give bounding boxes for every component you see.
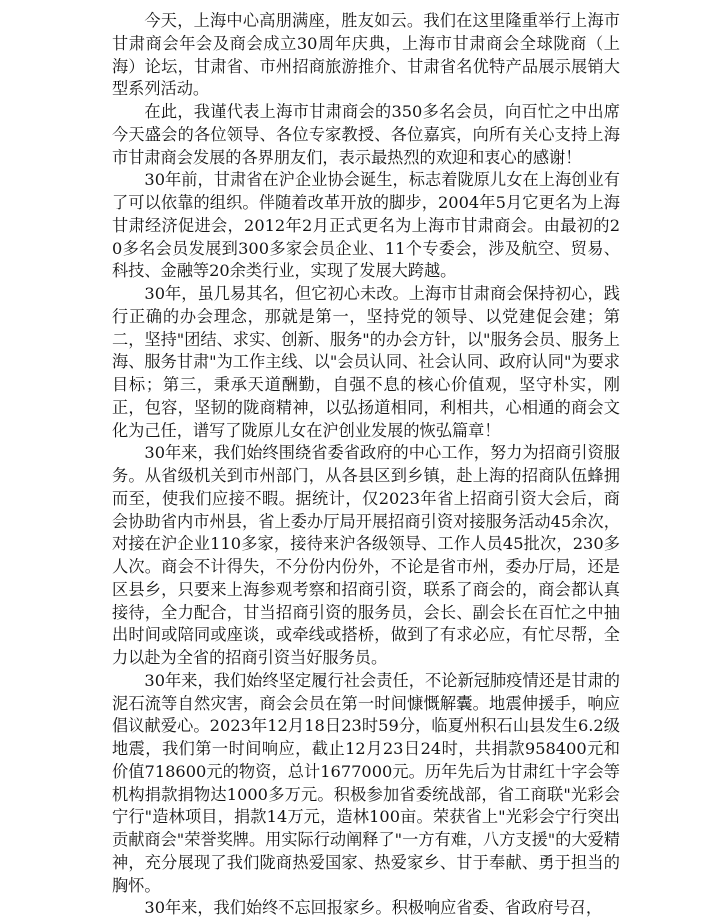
paragraph-history: 30年前，甘肃省在沪企业协会诞生，标志着陇原儿女在上海创业有了可以依靠的组织。伴随着改革开放的脚步，2004年5月它更名为上海甘肃经济促进会，2012年2月正式更名为上海市甘肃商会。由最初的20多名会员发展到300多家会员企业、11个专委会，涉及航空、贸易、科技、金融等20余类行业，实现了发展大跨越。: [112, 170, 620, 281]
paragraph-social-responsibility: 30年来，我们始终坚定履行社会责任，不论新冠肺疫情还是甘肃的泥石流等自然灾害，商会会员在第一时间慷慨解囊。地震伸援手，响应倡议献爱心。2023年12月18日23时59分，临夏州积石山县发生6.2级地震，我们第一时间响应，截止12月23日24时，共捐款958400元和价值718600元的物资，总计1677000元。历年先后为甘肃红十字会等机构捐款捐物达1000多万元。积极参加省委统战部，省工商联"光彩会宁行"造林项目，捐款14万元，造林100亩。荣获省上"光彩会宁行突出贡献商会"荣誉奖牌。用实际行动阐释了"一方有难，八方支援"的大爱精神，充分展现了我们陇商热爱国家、热爱家乡、甘于奉献、勇于担当的胸怀。: [112, 670, 620, 895]
document-page: [112, 10, 620, 918]
paragraph-principles: 30年，虽几易其名，但它初心未改。上海市甘肃商会保持初心，践行正确的办会理念，那就是第一，坚持党的领导、以党建促会建；第二，坚持"团结、求实、创新、服务"的办会方针，以"服务会员、服务上海、服务甘肃"为工作主线、以"会员认同、社会认同、政府认同"为要求目标；第三，秉承天道酬勤，自强不息的核心价值观，坚守朴实，刚正，包容，坚韧的陇商精神，以弘扬道相同，利相共，心相通的商会文化为己任，谱写了陇原儿女在沪创业发展的恢弘篇章！: [112, 284, 620, 440]
paragraph-welcome: 在此，我谨代表上海市甘肃商会的350多名会员，向百忙之中出席今天盛会的各位领导、各位专家教授、各位嘉宾，向所有关心支持上海市甘肃商会发展的各界朋友们，表示最热烈的欢迎和衷心的感谢！: [112, 102, 620, 167]
paragraph-hometown: 30年来，我们始终不忘回报家乡。积极响应省委、省政府号召，: [144, 898, 603, 918]
paragraph-opening: 今天，上海中心高朋满座，胜友如云。我们在这里隆重举行上海市甘肃商会年会及商会成立30周年庆典，上海市甘肃商会全球陇商（上海）论坛，甘肃省、市州招商旅游推介、甘肃省名优特产品展示展销大型系列活动。: [112, 11, 620, 99]
paragraph-investment-service: 30年来，我们始终围绕省委省政府的中心工作，努力为招商引资服务。从省级机关到市州部门，从各县区到乡镇，赴上海的招商队伍蜂拥而至，使我们应接不暇。据统计，仅2023年省上招商引资大会后，商会协助省内市州县，省上委办厅局开展招商引资对接服务活动45余次，对接在沪企业110多家，接待来沪各级领导、工作人员45批次，230多人次。商会不计得失，不分份内份外，不论是省市州，委办厅局，还是区县乡，只要来上海参观考察和招商引资，联系了商会的，商会都认真接待，全力配合，甘当招商引资的服务员，会长、副会长在百忙之中抽出时间或陪同或座谈，或牵线或搭桥，做到了有求必应，有忙尽帮，全力以赴为全省的招商引资当好服务员。: [112, 443, 620, 667]
